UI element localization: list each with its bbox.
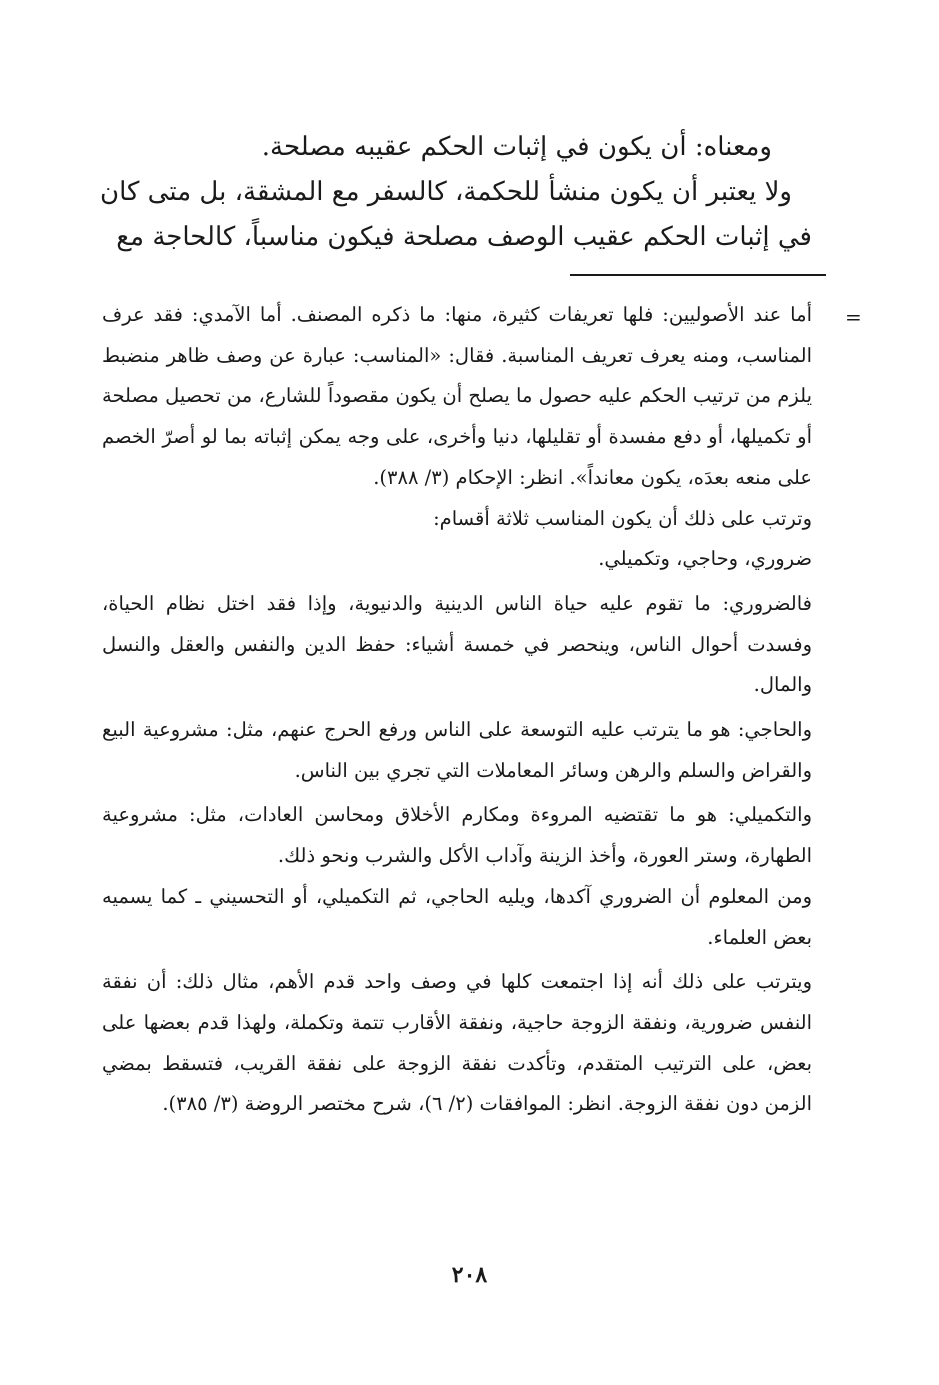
footnote-continuation-mark: =	[845, 305, 862, 329]
footnote-paragraph: وترتب على ذلك أن يكون المناسب ثلاثة أقسام:	[433, 506, 812, 530]
footnote-paragraph: فالضروري: ما تقوم عليه حياة الناس الدينية والدنيوية، وإذا فقد اختل نظام الحياة، وفسدت أحوال الناس، وينحصر في خمسة أشياء: حفظ الدين والنفس والعقل والنسل والمال.	[102, 591, 812, 697]
page-number: ٢٠٨	[451, 1262, 488, 1288]
footnote-paragraph: والحاجي: هو ما يترتب عليه التوسعة على الناس ورفع الحرج عنهم، مثل: مشروعية البيع والقراض والسلم والرهن وسائر المعاملات التي تجري بين الناس.	[102, 718, 812, 782]
footnotes	[102, 295, 812, 1125]
main-text	[100, 125, 812, 260]
footnote-separator	[570, 274, 826, 276]
main-paragraph: ولا يعتبر أن يكون منشأ للحكمة، كالسفر مع المشقة، بل متى كان في إثبات الحكم عقيب الوصف مصلحة فيكون مناسباً، كالحاجة مع	[100, 177, 812, 252]
footnote-paragraph: ضروري، وحاجي، وتكميلي.	[598, 547, 812, 571]
footnote-paragraph: ومن المعلوم أن الضروري آكدها، ويليه الحاجي، ثم التكميلي، أو التحسيني ـ كما يسميه بعض العلماء.	[102, 884, 812, 949]
footnote-paragraph: أما عند الأصوليين: فلها تعريفات كثيرة، منها: ما ذكره المصنف. أما الآمدي: فقد عرف المناسب، ومنه يعرف تعريف المناسبة. فقال: «المناسب: عبارة عن وصف ظاهر منضبط يلزم من ترتيب الحكم عليه حصول ما يصلح أن يكون مقصوداً للشارع، من تحصيل مصلحة أو تكميلها، أو دفع مفسدة أو تقليلها، دنيا وأخرى، على وجه يمكن إثباته بما لو أصرّ الخصم على منعه بعدَه، يكون معانداً». انظر: الإحكام (٣/ ٣٨٨).	[102, 303, 812, 489]
footnote-paragraph: والتكميلي: هو ما تقتضيه المروءة ومكارم الأخلاق ومحاسن العادات، مثل: مشروعية الطهارة، وستر العورة، وأخذ الزينة وآداب الأكل والشرب ونحو ذلك.	[102, 803, 812, 868]
main-paragraph: ومعناه: أن يكون في إثبات الحكم عقيبه مصلحة.	[261, 132, 772, 162]
footnote-paragraph: ويترتب على ذلك أنه إذا اجتمعت كلها في وصف واحد قدم الأهم، مثال ذلك: أن نفقة النفس ضرورية، ونفقة الزوجة حاجية، ونفقة الأقارب تتمة وتكملة، ولهذا قدم بعضها على بعض، على الترتيب المتقدم، وتأكدت نفقة الزوجة على نفقة القريب، فتسقط بمضي الزمن دون نفقة الزوجة. انظر: الموافقات (٢/ ٦)، شرح مختصر الروضة (٣/ ٣٨٥).	[102, 970, 812, 1116]
